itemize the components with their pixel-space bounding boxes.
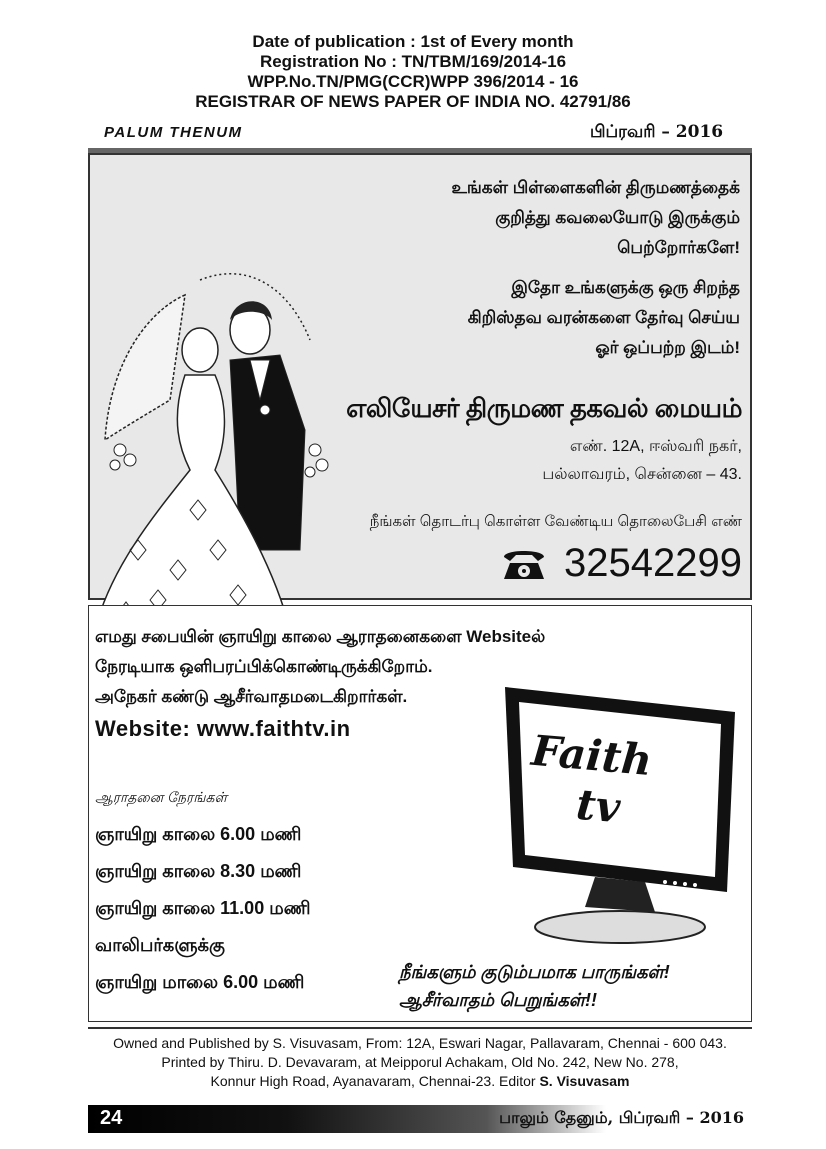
worship-time: ஞாயிறு காலை 11.00 மணி bbox=[95, 898, 311, 918]
caption-line: நீங்களும் குடும்பமாக பாருங்கள்! bbox=[399, 962, 670, 982]
page-number: 24 bbox=[100, 1107, 123, 1129]
intro-line: எமது சபையின் ஞாயிறு காலை ஆராதனைகளை Websiteல் bbox=[95, 627, 546, 646]
address-line: எண். 12A, ஈஸ்வரி நகர், bbox=[569, 438, 742, 455]
worship-time: வாலிபர்களுக்கு bbox=[95, 935, 225, 955]
intro-line: உங்கள் பிள்ளைகளின் திருமணத்தைக் bbox=[451, 178, 740, 197]
matrimony-advertisement bbox=[88, 153, 752, 600]
footer-line: Owned and Published by S. Visuvasam, From: 12A, Eswari Nagar, Pallavaram, Chennai - 600 043. bbox=[113, 1035, 727, 1051]
publication-header bbox=[0, 32, 826, 112]
matrimony-center-name: எலியேசர் திருமண தகவல் மையம் bbox=[346, 393, 742, 423]
page-footer-bar bbox=[88, 1105, 752, 1133]
faithtv-advertisement bbox=[88, 605, 752, 1022]
registration-line: Registration No : TN/TBM/169/2014-16 bbox=[259, 52, 567, 71]
footer-line: Printed by Thiru. D. Devavaram, at Meipporul Achakam, Old No. 242, New No. 278, bbox=[161, 1054, 679, 1070]
worship-time: ஞாயிறு காலை 8.30 மணி bbox=[95, 861, 302, 881]
contact-label: நீங்கள் தொடர்பு கொள்ள வேண்டிய தொலைபேசி எண் bbox=[369, 513, 742, 530]
faithtv-caption bbox=[399, 958, 739, 1014]
intro-line: கிறிஸ்தவ வரன்களை தேர்வு செய்ய bbox=[467, 308, 740, 327]
worship-times-heading: ஆராதனை நேரங்கள் bbox=[95, 789, 228, 805]
page-footer-title: பாலும் தேனும், பிப்ரவரி – 2016 bbox=[499, 1108, 744, 1127]
registrar-line: REGISTRAR OF NEWS PAPER OF INDIA NO. 42791/86 bbox=[195, 92, 631, 111]
worship-time: ஞாயிறு காலை 6.00 மணி bbox=[95, 824, 302, 844]
bottom-divider bbox=[88, 1027, 752, 1029]
intro-line: குறித்து கவலையோடு இருக்கும் bbox=[495, 208, 740, 227]
intro-line: பெற்றோர்களே! bbox=[617, 238, 740, 257]
intro-line: ஓர் ஒப்பற்ற இடம்! bbox=[595, 338, 740, 357]
footer-text: Konnur High Road, Ayanavaram, Chennai-23. Editor bbox=[210, 1073, 540, 1089]
issue-date: பிப்ரவரி – 2016 bbox=[590, 122, 724, 142]
phone-row bbox=[502, 541, 742, 586]
magazine-name: PALUM THENUM bbox=[104, 124, 243, 141]
phone-number: 32542299 bbox=[564, 541, 742, 585]
worship-time: ஞாயிறு மாலை 6.00 மணி bbox=[95, 972, 305, 992]
matrimony-address bbox=[542, 433, 742, 489]
monitor-illustration bbox=[495, 682, 745, 952]
intro-line: நேரடியாக ஒளிபரப்பிக்கொண்டிருக்கிறோம். bbox=[95, 657, 433, 676]
publisher-footer bbox=[0, 1034, 826, 1091]
editor-name: S. Visuvasam bbox=[539, 1073, 630, 1089]
website-link[interactable]: Website: www.faithtv.in bbox=[95, 716, 351, 741]
worship-times-list bbox=[95, 816, 310, 1001]
wpp-line: WPP.No.TN/PMG(CCR)WPP 396/2014 - 16 bbox=[247, 72, 579, 91]
address-line: பல்லாவரம், சென்னை – 43. bbox=[542, 466, 742, 483]
matrimony-intro-text bbox=[300, 173, 740, 363]
tv-screen-line2: tv bbox=[574, 779, 623, 833]
faithtv-intro-text bbox=[95, 622, 545, 712]
intro-line: இதோ உங்களுக்கு ஒரு சிறந்த bbox=[511, 278, 740, 297]
intro-line: அநேகர் கண்டு ஆசீர்வாதமடைகிறார்கள். bbox=[95, 687, 408, 706]
caption-line: ஆசீர்வாதம் பெறுங்கள்!! bbox=[399, 990, 597, 1010]
tv-screen-line1: Faith bbox=[529, 725, 654, 786]
footer-line bbox=[0, 1072, 826, 1091]
publication-date-line: Date of publication : 1st of Every month bbox=[252, 32, 574, 51]
telephone-icon bbox=[502, 547, 546, 581]
